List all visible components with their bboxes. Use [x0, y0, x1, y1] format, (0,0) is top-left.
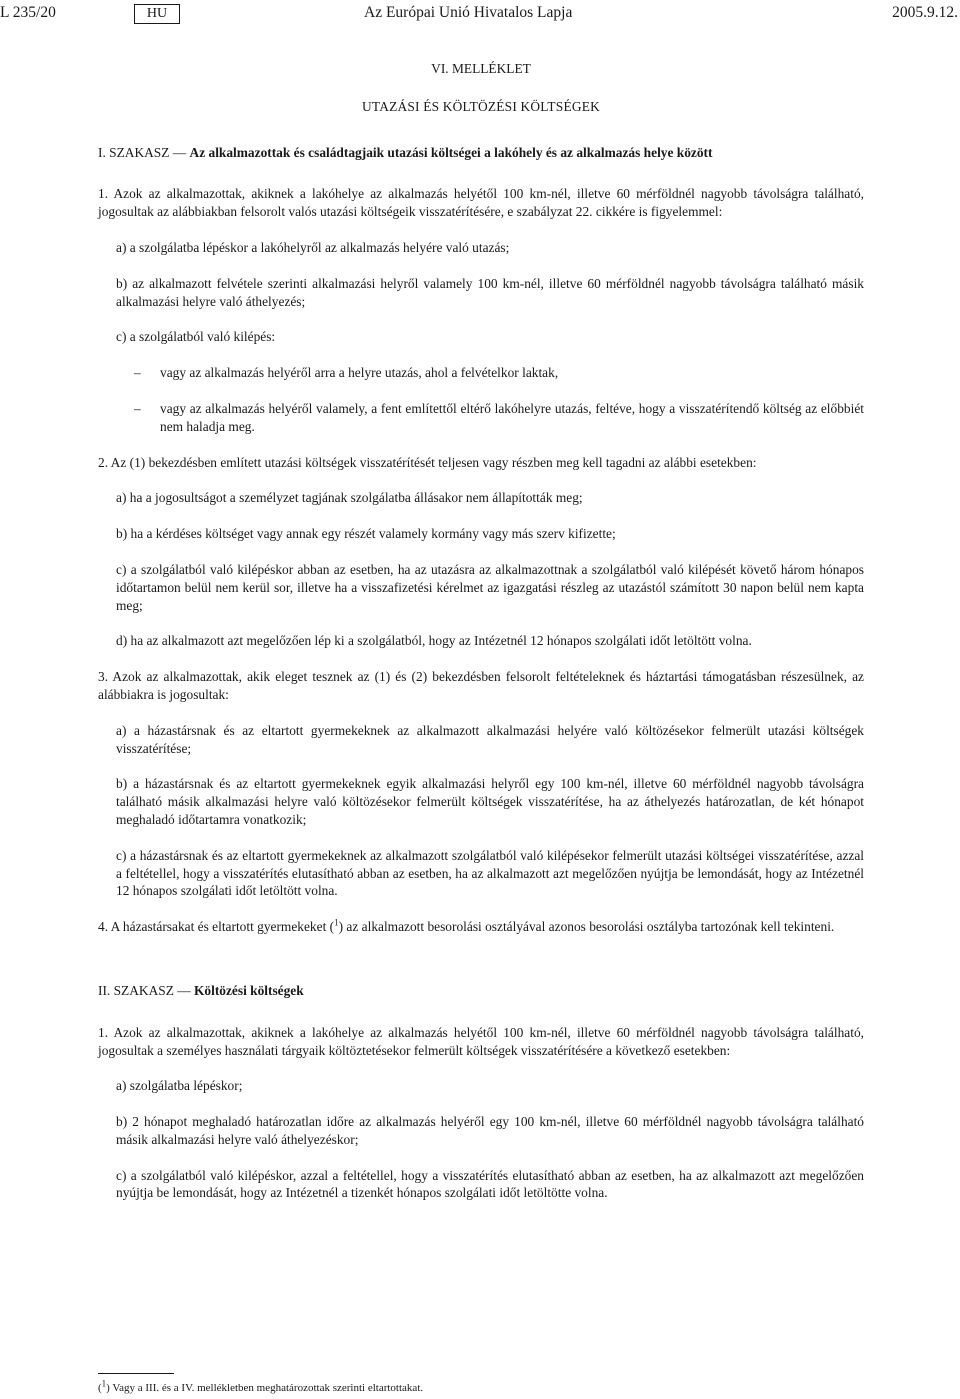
p4-text-start: 4. A házastársakat és eltartott gyermekeket ( [98, 919, 335, 935]
footnote-reference: 1 [334, 917, 339, 928]
annex-title: UTAZÁSI ÉS KÖLTÖZÉSI KÖLTSÉGEK [362, 98, 600, 114]
s2-p1-item-a: a) szolgálatba lépéskor; [116, 1078, 243, 1094]
dash-mark: – [134, 365, 141, 381]
s2-p1-item-c: c) a szolgálatból való kilépéskor, azzal a feltétellel, hogy a visszatérítés elutasítható abban az esetben, ha az alkalmazott azt megelőzően nyújtja be lemondását, hogy az Intézetnél a tizenkét hónapos szolgálati időt letöltötte volna. [116, 1167, 864, 1201]
s1-p1-item-c: c) a szolgálatból való kilépés: [116, 329, 276, 345]
section-2-heading [98, 982, 864, 1000]
footnote-number: 1 [101, 1378, 107, 1389]
section-2-title: Költözési költségek [193, 982, 304, 998]
s1-p1-item-a: a) a szolgálatba lépéskor a lakóhelyről az alkalmazás helyére való utazás; [116, 239, 510, 255]
dash-text: vagy az alkalmazás helyéről arra a helyre utazás, ahol a felvételkor laktak, [160, 365, 559, 381]
section-1-title: Az alkalmazottak és családtagjaik utazási költségei a lakóhely és az alkalmazás helye között [189, 144, 713, 160]
page-number: L 235/20 [0, 4, 56, 21]
s1-p3-item-b: b) a házastársnak és az eltartott gyermekeknek egyik alkalmazási helyről egy 100 km-nél, illetve 60 mérföldnél nagyobb távolságra található másik alkalmazási helyre való költözésekor felmerült költségek visszatérítése, ha az áthelyezés határozatlan, de két hónapot meghaladó időtartamra vonatkozik; [116, 776, 864, 827]
s1-paragraph-4 [98, 918, 864, 936]
section-spacer [98, 954, 864, 982]
s1-p3-item-c: c) a házastársnak és az eltartott gyermekeknek az alkalmazott szolgálatból való kilépésekor felmerült utazási költségei visszatérítése, azzal a feltétellel, hogy a visszatérítés elutasítható abban az esetben, ha az alkalmazott azt megelőzően nyújtja be lemondását, hogy az Intézetnél 12 hónapos szolgálati időt letöltött volna. [116, 847, 864, 899]
s1-p3-item-a: a) a házastársnak és az eltartott gyermekeknek az alkalmazott alkalmazási helyére való költözésekor felmerült utazási költségek visszatérítése; [116, 722, 864, 756]
section-2-prefix: II. SZAKASZ — [98, 982, 191, 998]
section-1-heading [98, 144, 864, 162]
page-header [0, 4, 960, 24]
s1-paragraph-1: 1. Azok az alkalmazottak, akiknek a lakóhelye az alkalmazás helyétől 100 km-nél, illetve 60 mérföldnél nagyobb távolságra található, jogosultak az alábbiakban felsorolt valós utazási költségeik visszatérítésére, e szabályzat 22. cikkére is figyelemmel: [98, 186, 864, 220]
document-body [98, 60, 864, 1220]
s1-p1-item-b: b) az alkalmazott felvétele szerinti alkalmazási helyről valamely 100 km-nél, illetve 60 mérföldnél nagyobb távolságra található másik alkalmazási helyre való áthelyezés; [116, 275, 864, 309]
s2-p1-item-b: b) 2 hónapot meghaladó határozatlan időre az alkalmazás helyéről egy 100 km-nél, illetve 60 mérföldnél nagyobb távolságra található másik alkalmazási helyre való áthelyezéskor; [116, 1114, 864, 1147]
publication-date: 2005.9.12. [892, 4, 958, 21]
section-1-prefix: I. SZAKASZ — [98, 144, 187, 160]
s1-p2-item-a: a) ha a jogosultságot a személyzet tagjának szolgálatba állásakor nem állapították meg; [116, 490, 583, 506]
journal-title: Az Európai Unió Hivatalos Lapja [364, 4, 573, 21]
s1-p1-c-dash-2 [134, 400, 864, 436]
footnote: ($^1$) Vagy a III. és a IV. mellékletben meghatározottak szerinti eltartottakat. [98, 1378, 424, 1394]
dash-text: vagy az alkalmazás helyéről valamely, a fent említettől eltérő lakóhelyre utazás, feltéve, hogy a visszatérítendő költség az előbbiét nem haladja meg. [160, 400, 864, 434]
s1-p1-c-dash-1 [134, 364, 864, 382]
s1-p2-item-c: c) a szolgálatból való kilépéskor abban az esetben, ha az utazásra az alkalmazottnak a szolgálatból való kilépését követő három hónapos időtartamon belül nem kerül sor, illetve ha a visszafizetési kérelmet az igazgatási részleg az utazástól számított 30 napon belül nem kapta meg; [116, 561, 864, 613]
s2-paragraph-1: 1. Azok az alkalmazottak, akiknek a lakóhelye az alkalmazás helyétől 100 km-nél, illetve 60 mérföldnél nagyobb távolságra található, jogosultak a személyes használati tárgyaik költöztetésekor felmerült költségek visszatérítésére a következő esetekben: [98, 1024, 864, 1058]
s1-paragraph-2: 2. Az (1) bekezdésben említett utazási költségek visszatérítését teljesen vagy részben meg kell tagadni az alábbi esetekben: [98, 454, 757, 470]
s1-paragraph-3: 3. Azok az alkalmazottak, akik eleget tesznek az (1) és (2) bekezdésben felsorolt feltételeknek és háztartási támogatásban részesülnek, az alábbiakra is jogosultak: [98, 669, 864, 702]
s1-p2-item-d: d) ha az alkalmazott azt megelőzően lép ki a szolgálatból, hogy az Intézetnél 12 hónapos szolgálati időt letöltött volna. [116, 633, 752, 649]
p4-text-end: ) az alkalmazott besorolási osztályával azonos besorolási osztályba tartozónak kell tekinteni. [338, 919, 835, 935]
s1-p2-item-b: b) ha a kérdéses költséget vagy annak egy részét valamely kormány vagy más szerv kifizette; [116, 526, 616, 542]
language-code-badge: HU [134, 4, 180, 24]
footnote-divider [98, 1373, 174, 1374]
dash-mark: – [134, 400, 141, 416]
footnote-text: Vagy a III. és a IV. mellékletben meghatározottak szerinti eltartottakat. [112, 1382, 424, 1394]
annex-label: VI. MELLÉKLET [431, 61, 531, 76]
